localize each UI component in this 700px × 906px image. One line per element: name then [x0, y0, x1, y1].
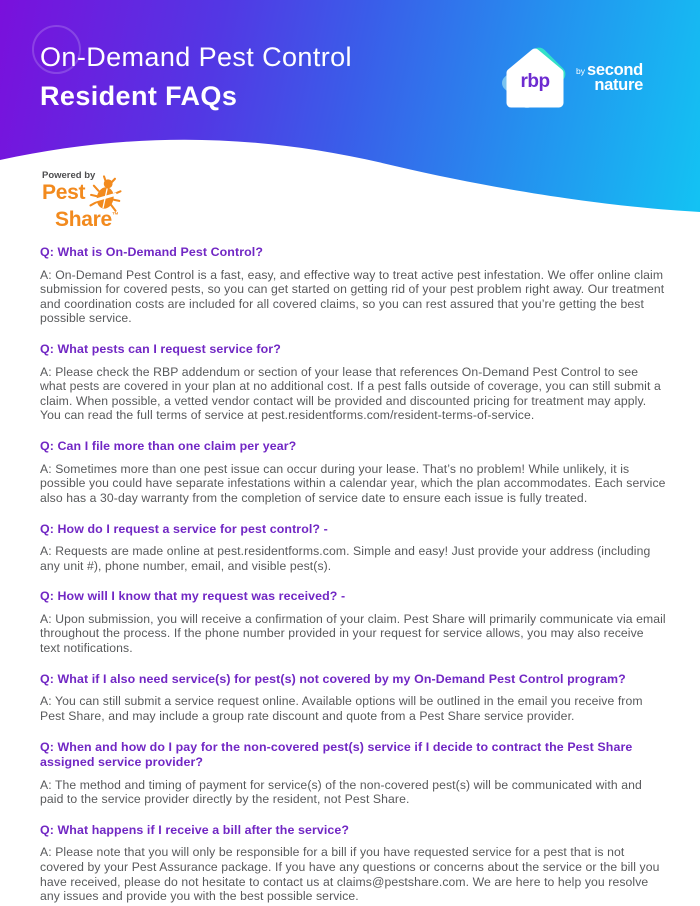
faq-item: [40, 245, 666, 326]
powered-by-label: Powered by: [42, 170, 96, 181]
question-text: Q: How will I know that my request was received? -: [40, 589, 346, 604]
question-text: Q: What is On-Demand Pest Control?: [40, 245, 263, 259]
trademark-symbol: ™: [111, 212, 119, 219]
rbp-house-icon: [503, 45, 567, 111]
brand-word-second: second: [586, 60, 643, 79]
pest-wordmark: Pest: [42, 181, 86, 204]
second-nature-words: [586, 60, 643, 94]
page-title-line1: On-Demand Pest Control: [40, 42, 352, 72]
answer-text: A: Sometimes more than one pest issue can occur during your lease. That’s no problem! While unlikely, it is possible you could have separate infestations within a calendar year, which the plan accommodates. Each service also has a 30-day warranty from the completion of service date to ensure each issue is fully treated.: [40, 461, 666, 505]
rbp-second-nature-logo: [503, 45, 643, 111]
question-text: Q: What pests can I request service for?: [40, 342, 281, 357]
answer-text: A: Upon submission, you will receive a confirmation of your claim. Pest Share will primarily communicate via email throughout the process. If the phone number provided in your request for service allows, you may also receive text notifications.: [40, 611, 666, 656]
second-nature-wordmark: [576, 60, 643, 94]
faq-item: [40, 522, 666, 574]
faq-item: [40, 672, 666, 724]
faq-item: [40, 740, 666, 807]
answer-text: A: The method and timing of payment for service(s) of the non-covered pest(s) will be communicated with and paid to the service provider directly by the resident, not Pest Share.: [40, 777, 642, 807]
faq-item: [40, 589, 666, 655]
question-text: Q: What happens if I receive a bill after the service?: [40, 822, 350, 837]
answer-text: A: On-Demand Pest Control is a fast, easy, and effective way to treat active pest infestation. We offer online claim submission for covered pests, so you can get started on getting rid of your pest problem right away. Our treatment and coordination costs are included for all covered claims, so you can rest assured that you’re getting the best possible service.: [40, 267, 665, 326]
byline-text: by: [576, 65, 585, 76]
answer-text: A: Please note that you will only be responsible for a bill if you have requested service for a pest that is not covered by your Pest Assurance package. If you have any questions or concerns about the service or the bill you have received, please do not hesitate to contact us at claims@pestshare.com. We are here to help you resolve any issues and provide you with the best possible service.: [40, 845, 660, 904]
answer-text: A: Requests are made online at pest.residentforms.com. Simple and easy! Just provide your address (including any unit #), phone number, email, and visible pest(s).: [40, 544, 651, 573]
share-wordmark: Share: [55, 208, 112, 231]
pestshare-logo: [42, 170, 122, 231]
question-text: Q: When and how do I pay for the non-covered pest(s) service if I decide to contract the Pest Share assigned service provider?: [40, 739, 633, 770]
brand-word-nature: nature: [594, 76, 643, 94]
answer-text: A: Please check the RBP addendum or section of your lease that references On-Demand Pest Control to see what pests are covered in your plan at no additional cost. If a pest falls outside of coverage, you can still submit a claim. When possible, a vetted vendor contact will be provided and discounted pricing for treatment may apply. You can read the full terms of service at pest.residentforms.com/resident-terms-of-service.: [40, 364, 661, 423]
question-text: Q: What if I also need service(s) for pest(s) not covered by my On-Demand Pest Control program?: [40, 671, 626, 686]
page-title-line2: Resident FAQs: [40, 81, 238, 111]
question-text: Q: How do I request a service for pest control? -: [40, 521, 328, 536]
answer-text: A: You can still submit a service request online. Available options will be outlined in the email you receive from Pest Share, and may include a group rate discount and quote from a Pest Share service provider.: [40, 694, 643, 723]
question-text: Q: Can I file more than one claim per year?: [40, 439, 297, 454]
page-title: [40, 42, 352, 112]
rbp-logo-text: rbp: [520, 71, 550, 92]
faq-item: [40, 823, 666, 904]
faq-item: [40, 342, 666, 423]
faq-item: [40, 439, 666, 505]
faq-list: [40, 245, 666, 906]
